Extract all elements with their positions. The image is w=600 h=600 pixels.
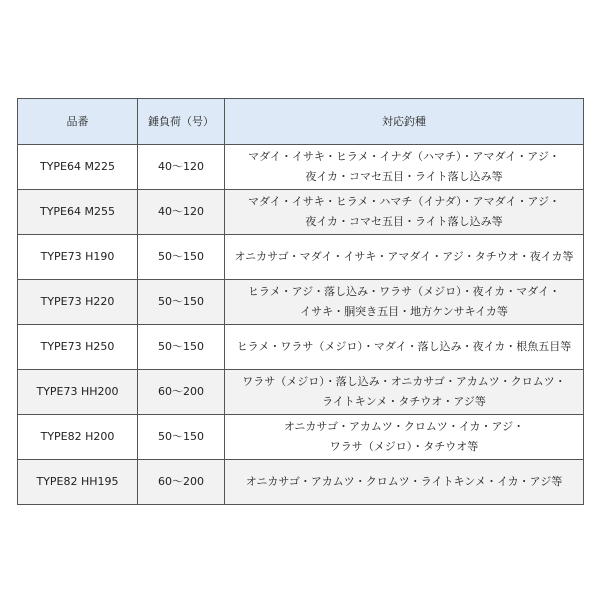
- cell-target-fish: [225, 415, 584, 460]
- cell-model: TYPE73 H190: [18, 235, 138, 280]
- cell-model: TYPE64 M255: [18, 190, 138, 235]
- fish-line-1: オニカサゴ・アカムツ・クロムツ・ライトキンメ・イカ・アジ等: [245, 475, 563, 488]
- fish-line-1: マダイ・イサキ・ヒラメ・イナダ（ハマチ）・アマダイ・アジ・: [248, 150, 560, 163]
- fish-line-1: マダイ・イサキ・ヒラメ・ハマチ（イナダ）・アマダイ・アジ・: [247, 195, 561, 208]
- header-model: 品番: [18, 99, 138, 145]
- cell-model: TYPE73 HH200: [18, 370, 138, 415]
- fish-line-2: 夜イカ・コマセ五目・ライト落し込み等: [305, 215, 503, 228]
- cell-target-fish: [225, 460, 584, 505]
- table-row: [18, 325, 584, 370]
- header-target-fish: 対応釣種: [225, 99, 584, 145]
- cell-model: TYPE64 M225: [18, 145, 138, 190]
- header-sinker-load: 錘負荷（号）: [138, 99, 225, 145]
- cell-target-fish: [225, 280, 584, 325]
- cell-sinker-load: 60～200: [138, 370, 225, 415]
- cell-sinker-load: 50～150: [138, 280, 225, 325]
- cell-sinker-load: 50～150: [138, 415, 225, 460]
- table-row: [18, 145, 584, 190]
- fish-line-1: ヒラメ・ワラサ（メジロ）・マダイ・落し込み・夜イカ・根魚五目等: [236, 340, 572, 353]
- fish-line-2: 夜イカ・コマセ五目・ライト落し込み等: [305, 170, 503, 183]
- table-row: [18, 280, 584, 325]
- fish-line-2: ライトキンメ・タチウオ・アジ等: [322, 395, 486, 408]
- table-row: [18, 370, 584, 415]
- cell-model: TYPE82 H200: [18, 415, 138, 460]
- cell-sinker-load: 50～150: [138, 325, 225, 370]
- cell-model: TYPE73 H250: [18, 325, 138, 370]
- cell-target-fish: [225, 325, 584, 370]
- cell-target-fish: [225, 190, 584, 235]
- table-row: [18, 460, 584, 505]
- cell-sinker-load: 60～200: [138, 460, 225, 505]
- fish-line-1: オニカサゴ・アカムツ・クロムツ・イカ・アジ・: [283, 420, 525, 433]
- cell-sinker-load: 40～120: [138, 190, 225, 235]
- cell-target-fish: [225, 235, 584, 280]
- table-row: [18, 190, 584, 235]
- fish-line-1: ヒラメ・アジ・落し込み・ワラサ（メジロ）・夜イカ・マダイ・: [247, 285, 561, 298]
- cell-sinker-load: 50～150: [138, 235, 225, 280]
- spec-table: [17, 98, 584, 505]
- fish-line-2: イサキ・胴突き五目・地方ケンサキイカ等: [300, 305, 508, 318]
- cell-sinker-load: 40～120: [138, 145, 225, 190]
- table-row: [18, 415, 584, 460]
- cell-target-fish: [225, 370, 584, 415]
- cell-model: TYPE73 H220: [18, 280, 138, 325]
- cell-model: TYPE82 HH195: [18, 460, 138, 505]
- cell-target-fish: [225, 145, 584, 190]
- fish-line-1: オニカサゴ・マダイ・イサキ・アマダイ・アジ・タチウオ・夜イカ等: [234, 250, 574, 263]
- header-row: [18, 99, 584, 145]
- fish-line-1: ワラサ（メジロ）・落し込み・オニカサゴ・アカムツ・クロムツ・: [242, 375, 566, 388]
- fish-line-2: ワラサ（メジロ）・タチウオ等: [329, 440, 479, 453]
- table-row: [18, 235, 584, 280]
